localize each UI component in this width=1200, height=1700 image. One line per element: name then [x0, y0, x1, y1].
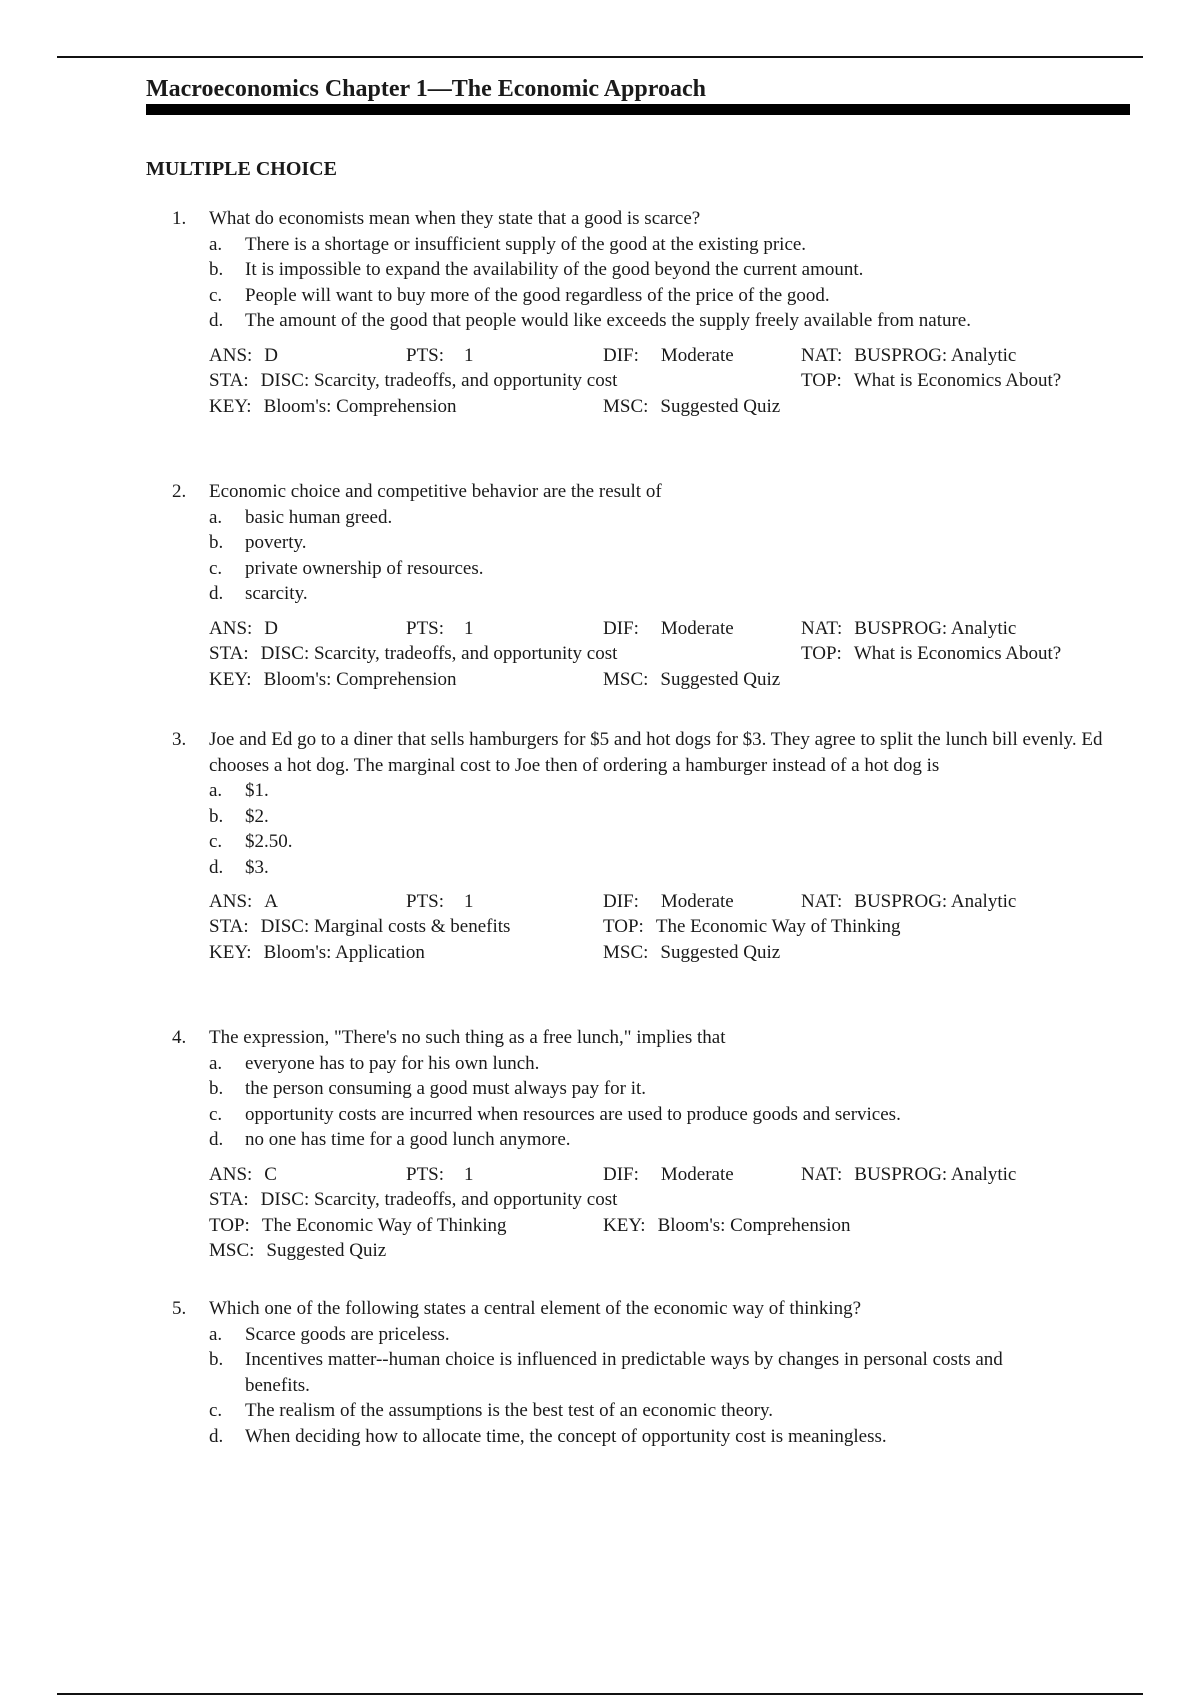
meta-key-label: MSC:: [209, 1239, 255, 1261]
answer-metadata: [209, 889, 1152, 966]
question-3: [172, 727, 1152, 966]
top-rule: [57, 56, 1143, 58]
meta-value: Bloom's: Comprehension: [263, 668, 457, 690]
choice-letter: a.: [209, 1323, 223, 1345]
meta-nat: [801, 1162, 1016, 1188]
choice-text: $1.: [245, 780, 269, 801]
choice-b: [209, 1347, 1055, 1398]
meta-nat: [801, 889, 1016, 915]
meta-key: [209, 667, 457, 693]
choice-letter: c.: [209, 557, 223, 579]
meta-key-label: ANS:: [209, 617, 253, 639]
meta-value: 1: [464, 891, 474, 912]
meta-value: Moderate: [660, 891, 734, 912]
choice-letter: c.: [209, 1400, 223, 1421]
choice-letter: b.: [209, 1078, 224, 1099]
choice-text: Scarce goods are priceless.: [245, 1323, 450, 1345]
choice-letter: b.: [209, 532, 224, 553]
meta-value: BUSPROG: Analytic: [854, 344, 1017, 366]
choice-c: [209, 1398, 1152, 1424]
choice-text: no one has time for a good lunch anymore.: [245, 1129, 571, 1150]
meta-nat: [801, 616, 1016, 642]
choice-text: basic human greed.: [245, 506, 393, 528]
choice-d: [209, 581, 1152, 607]
meta-msc: [209, 1238, 386, 1264]
meta-dif: [603, 1162, 734, 1188]
choice-text: opportunity costs are incurred when resources are used to produce goods and services.: [245, 1103, 901, 1125]
meta-dif: [603, 343, 734, 369]
choice-d: [209, 855, 1152, 881]
meta-key-label: PTS:: [406, 1163, 445, 1185]
choice-letter: c.: [209, 1103, 223, 1125]
choice-text: private ownership of resources.: [245, 557, 484, 579]
choice-a: [209, 1051, 1152, 1077]
meta-value: Suggested Quiz: [660, 395, 781, 417]
meta-top: [209, 1213, 507, 1239]
meta-key-label: ANS:: [209, 1163, 253, 1185]
meta-value: Bloom's: Comprehension: [263, 395, 457, 417]
meta-msc: [603, 394, 780, 420]
meta-value: What is Economics About?: [853, 642, 1062, 664]
question-number: 1.: [172, 208, 187, 229]
title-underline-bar: [146, 104, 1130, 115]
meta-key-label: TOP:: [801, 642, 842, 664]
choice-d: [209, 1424, 1152, 1450]
choice-text: $2.50.: [245, 831, 293, 852]
meta-key-label: PTS:: [406, 344, 445, 366]
choice-b: [209, 1076, 1152, 1102]
answer-metadata: [209, 343, 1152, 420]
bottom-rule: [57, 1693, 1143, 1695]
meta-value: D: [264, 617, 279, 639]
meta-value: DISC: Scarcity, tradeoffs, and opportunity cost: [260, 369, 618, 391]
meta-ans: [209, 1162, 277, 1188]
meta-msc: [603, 667, 780, 693]
meta-value: DISC: Scarcity, tradeoffs, and opportunity cost: [260, 1188, 618, 1210]
question-text: Economic choice and competitive behavior are the result of: [209, 481, 662, 502]
meta-key-label: KEY:: [209, 942, 252, 963]
meta-key-label: KEY:: [209, 395, 252, 417]
choice-text: It is impossible to expand the availability of the good beyond the current amount.: [245, 259, 864, 280]
meta-value: Bloom's: Application: [263, 942, 425, 963]
section-heading: MULTIPLE CHOICE: [146, 158, 337, 180]
meta-key-label: NAT:: [801, 617, 843, 639]
answer-metadata: [209, 1162, 1152, 1264]
choice-letter: d.: [209, 856, 224, 878]
meta-value: 1: [464, 617, 474, 639]
meta-dif: [603, 889, 734, 915]
meta-value: C: [264, 1163, 277, 1185]
choice-b: [209, 804, 1152, 830]
question-number: 3.: [172, 729, 187, 750]
answer-metadata: [209, 616, 1152, 693]
meta-key-label: MSC:: [603, 395, 649, 417]
meta-value: BUSPROG: Analytic: [854, 891, 1017, 912]
meta-ans: [209, 343, 278, 369]
meta-pts: [406, 1162, 474, 1188]
meta-key-label: TOP:: [209, 1214, 250, 1236]
meta-key: [603, 1213, 851, 1239]
meta-key-label: MSC:: [603, 668, 649, 690]
meta-value: BUSPROG: Analytic: [854, 1163, 1017, 1185]
meta-key-label: PTS:: [406, 891, 445, 912]
meta-dif: [603, 616, 734, 642]
choice-letter: a.: [209, 1052, 223, 1074]
choice-text: People will want to buy more of the good regardless of the price of the good.: [245, 284, 830, 306]
choice-c: [209, 829, 1152, 855]
choice-letter: b.: [209, 805, 224, 827]
question-1: [172, 206, 1152, 420]
meta-value: DISC: Marginal costs & benefits: [260, 916, 511, 937]
meta-key-label: PTS:: [406, 617, 445, 639]
meta-nat: [801, 343, 1016, 369]
meta-key-label: NAT:: [801, 891, 843, 912]
choice-a: [209, 505, 1152, 531]
meta-top: [801, 368, 1061, 394]
choice-a: [209, 778, 1152, 804]
meta-value: D: [264, 344, 279, 366]
choice-letter: a.: [209, 233, 223, 255]
meta-value: 1: [464, 344, 474, 366]
page-title: Macroeconomics Chapter 1—The Economic Approach: [146, 76, 706, 102]
meta-key-label: NAT:: [801, 344, 843, 366]
meta-pts: [406, 343, 474, 369]
meta-value: The Economic Way of Thinking: [261, 1214, 507, 1236]
meta-value: Suggested Quiz: [660, 942, 781, 963]
question-number: 2.: [172, 481, 187, 502]
choice-letter: d.: [209, 1129, 224, 1150]
meta-value: Moderate: [660, 617, 734, 639]
meta-msc: [603, 940, 780, 966]
question-text: The expression, "There's no such thing as a free lunch," implies that: [209, 1027, 726, 1048]
meta-value: Suggested Quiz: [660, 668, 781, 690]
meta-key-label: ANS:: [209, 344, 253, 366]
meta-value: Bloom's: Comprehension: [657, 1214, 851, 1236]
question-5: [172, 1296, 1152, 1449]
meta-value: Suggested Quiz: [266, 1239, 387, 1261]
meta-key-label: TOP:: [603, 916, 644, 937]
choice-text: $3.: [245, 856, 269, 878]
choice-text: everyone has to pay for his own lunch.: [245, 1052, 540, 1074]
question-2: [172, 479, 1152, 693]
choice-text: $2.: [245, 805, 269, 827]
choice-letter: d.: [209, 1425, 224, 1447]
meta-key-label: ANS:: [209, 891, 253, 912]
meta-key-label: NAT:: [801, 1163, 843, 1185]
meta-top: [801, 641, 1061, 667]
meta-value: 1: [464, 1163, 474, 1185]
choice-letter: c.: [209, 831, 223, 852]
meta-value: What is Economics About?: [853, 369, 1062, 391]
meta-sta: [209, 368, 617, 394]
choice-letter: d.: [209, 583, 224, 604]
question-number: 4.: [172, 1027, 187, 1048]
meta-key-label: STA:: [209, 1188, 249, 1210]
meta-ans: [209, 616, 278, 642]
choice-a: [209, 1322, 1152, 1348]
meta-key-label: KEY:: [603, 1214, 646, 1236]
choice-text: Incentives matter--human choice is influenced in predictable ways by changes in personal costs and benefits.: [245, 1349, 1003, 1396]
choice-a: [209, 232, 1152, 258]
choice-text: When deciding how to allocate time, the concept of opportunity cost is meaningless.: [245, 1425, 887, 1447]
meta-pts: [406, 616, 474, 642]
meta-value: DISC: Scarcity, tradeoffs, and opportunity cost: [260, 642, 618, 664]
choice-letter: d.: [209, 310, 224, 331]
choice-text: poverty.: [245, 532, 307, 553]
choice-letter: a.: [209, 506, 223, 528]
meta-sta: [209, 1187, 617, 1213]
meta-value: Moderate: [660, 1163, 734, 1185]
meta-key-label: DIF:: [603, 344, 639, 366]
meta-pts: [406, 889, 474, 915]
meta-key-label: MSC:: [603, 942, 649, 963]
meta-sta: [209, 641, 617, 667]
question-number: 5.: [172, 1298, 187, 1319]
choice-letter: a.: [209, 780, 223, 801]
meta-key-label: STA:: [209, 369, 249, 391]
choice-c: [209, 283, 1152, 309]
meta-key: [209, 940, 425, 966]
meta-key-label: DIF:: [603, 617, 639, 639]
meta-ans: [209, 889, 278, 915]
choice-text: the person consuming a good must always pay for it.: [245, 1078, 647, 1099]
choice-text: There is a shortage or insufficient supply of the good at the existing price.: [245, 233, 807, 255]
meta-key-label: DIF:: [603, 1163, 639, 1185]
meta-key-label: DIF:: [603, 891, 639, 912]
meta-key: [209, 394, 457, 420]
question-text: Which one of the following states a central element of the economic way of thinking?: [209, 1298, 862, 1319]
question-text: What do economists mean when they state that a good is scarce?: [209, 208, 701, 229]
choice-d: [209, 1127, 1152, 1153]
meta-key-label: TOP:: [801, 369, 842, 391]
choice-text: scarcity.: [245, 583, 308, 604]
meta-key-label: STA:: [209, 642, 249, 664]
choice-c: [209, 556, 1152, 582]
choice-d: [209, 308, 1035, 334]
meta-sta: [209, 914, 510, 940]
choice-b: [209, 257, 1152, 283]
meta-top: [603, 914, 901, 940]
question-4: [172, 1025, 1152, 1264]
choice-text: The realism of the assumptions is the best test of an economic theory.: [245, 1400, 774, 1421]
meta-value: BUSPROG: Analytic: [854, 617, 1017, 639]
choice-text: The amount of the good that people would like exceeds the supply freely available from nature.: [245, 310, 971, 331]
question-text: Joe and Ed go to a diner that sells hamburgers for $5 and hot dogs for $3. They agree to split the lunch bill evenly. Ed chooses a hot dog. The marginal cost to Joe then of ordering a hamburger instead of a hot dog is: [209, 729, 1103, 776]
meta-value: Moderate: [660, 344, 734, 366]
choice-letter: b.: [209, 259, 224, 280]
choice-b: [209, 530, 1152, 556]
meta-value: The Economic Way of Thinking: [655, 916, 901, 937]
choice-letter: c.: [209, 284, 223, 306]
choice-letter: b.: [209, 1349, 224, 1370]
choice-c: [209, 1102, 1152, 1128]
meta-value: A: [264, 891, 279, 912]
meta-key-label: STA:: [209, 916, 249, 937]
meta-key-label: KEY:: [209, 668, 252, 690]
